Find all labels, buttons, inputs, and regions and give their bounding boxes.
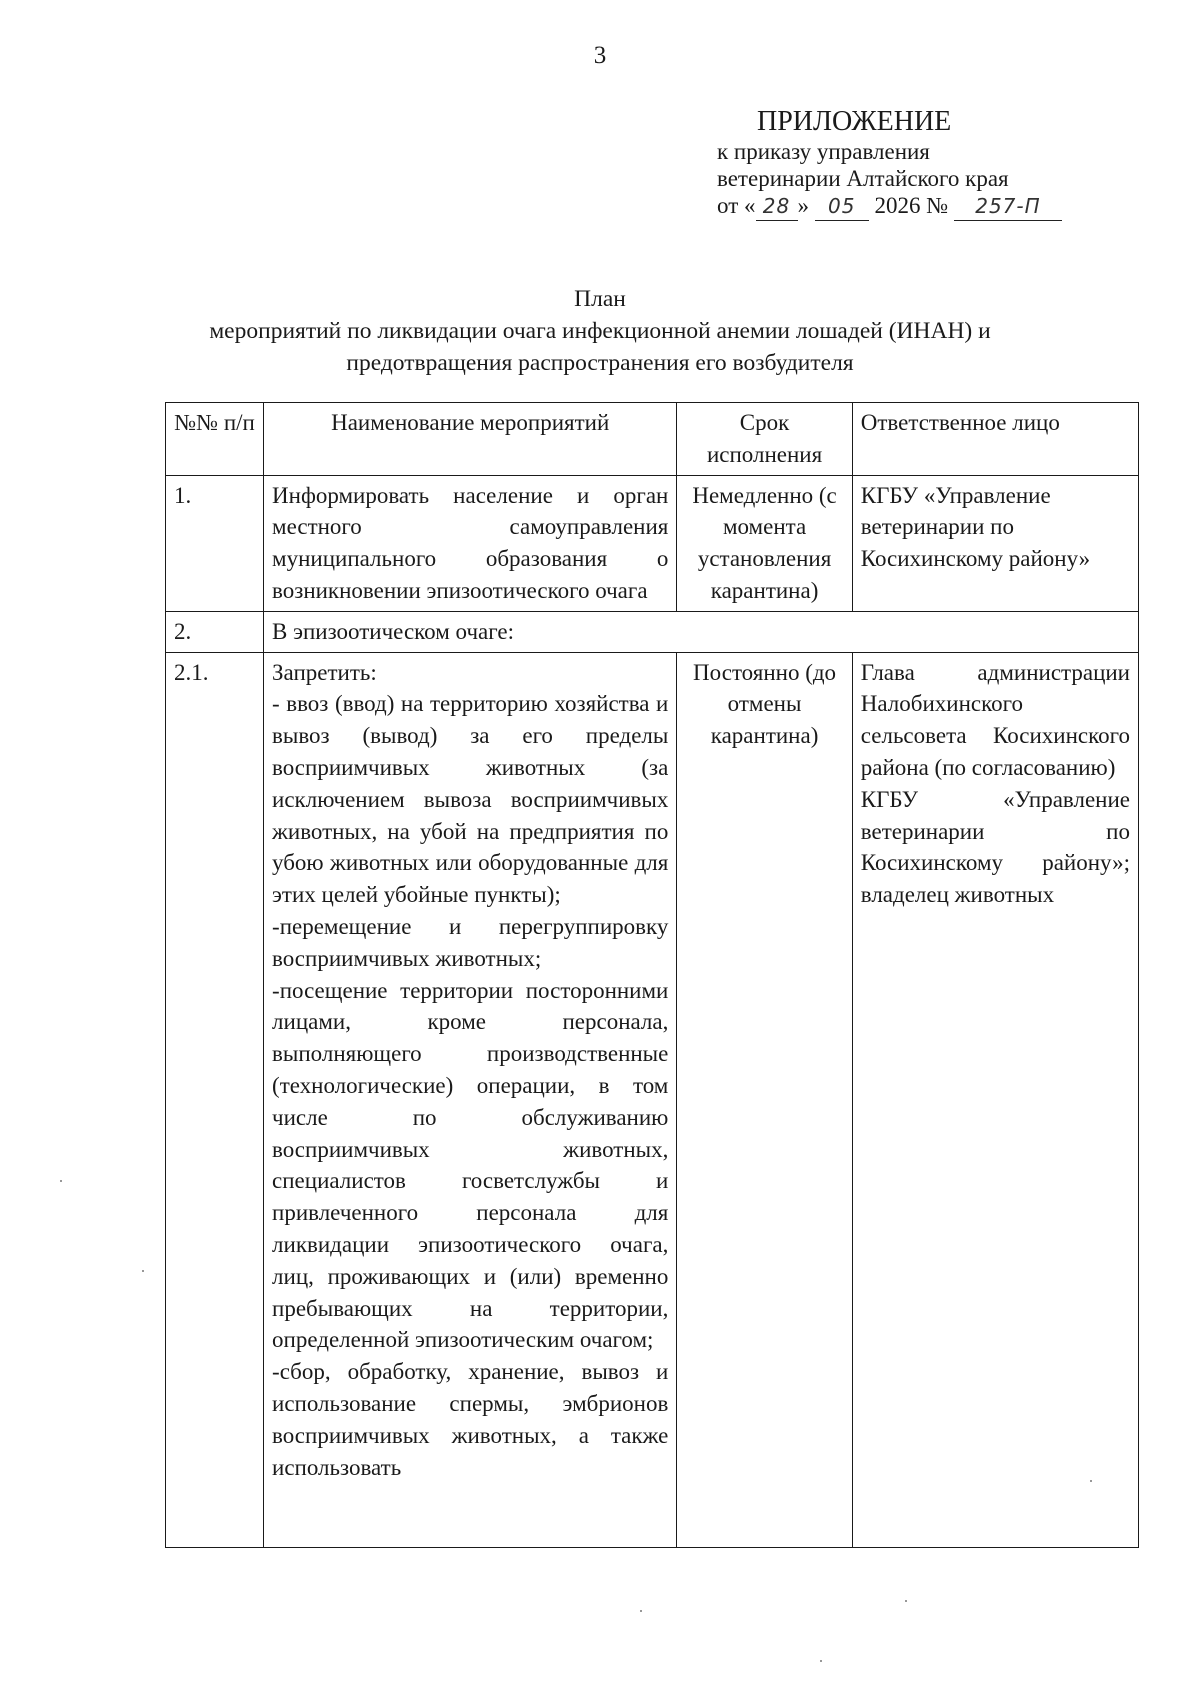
- prohibit-item: -перемещение и перегруппировку восприимчивых животных;: [272, 913, 669, 971]
- row-section-title: В эпизоотическом очаге:: [264, 611, 1139, 652]
- header-responsible: Ответственное лицо: [852, 403, 1138, 476]
- row-number: 1.: [166, 475, 264, 611]
- row-number: 2.1.: [166, 652, 264, 1547]
- row-name: [264, 652, 677, 1547]
- responsible-line-1: Глава администрации Налобихинского сельсовета Косихинского района (по согласованию): [860, 659, 1130, 780]
- row-name: Информировать население и орган местного самоуправления муниципального образования о возникновении эпизоотического очага: [264, 475, 677, 611]
- scan-speck: [820, 1660, 822, 1662]
- page-number: 3: [593, 42, 607, 69]
- date-mid: »: [797, 193, 809, 218]
- appendix-heading: ПРИЛОЖЕНИЕ: [757, 106, 952, 137]
- table-header-row: [166, 403, 1139, 476]
- title-line-2: мероприятий по ликвидации очага инфекционной анемии лошадей (ИНАН) и: [209, 318, 991, 344]
- header-term: Срок исполнения: [677, 403, 852, 476]
- scan-speck: [1090, 1480, 1092, 1482]
- prohibit-intro: Запретить:: [272, 659, 377, 685]
- scan-speck: [142, 1270, 144, 1272]
- handwritten-month: 05: [815, 193, 869, 221]
- header-number: №№ п/п: [166, 403, 264, 476]
- responsible-line-2: КГБУ «Управление ветеринарии по Косихинскому району»; владелец животных: [860, 786, 1130, 908]
- scan-speck: [905, 1600, 907, 1602]
- prohibit-item: -сбор, обработку, хранение, вывоз и использование спермы, эмбрионов восприимчивых животных, а также использовать: [272, 1359, 669, 1480]
- appendix-date-line: [717, 192, 1062, 221]
- title-line-1: План: [574, 286, 626, 312]
- row-term: Немедленно (с момента установления карантина): [677, 475, 852, 611]
- row-responsible: [852, 652, 1138, 1547]
- date-prefix: от «: [717, 193, 756, 218]
- table-row: [166, 652, 1139, 1547]
- appendix-block: [717, 106, 1062, 221]
- date-year: 2026 №: [874, 193, 949, 218]
- row-term: Постоянно (до отмены карантина): [677, 652, 852, 1547]
- table-row: [166, 475, 1139, 611]
- appendix-line-2: ветеринарии Алтайского края: [717, 166, 1009, 191]
- scan-speck: [60, 1180, 62, 1182]
- title-line-3: предотвращения распространения его возбудителя: [346, 350, 854, 376]
- row-responsible: КГБУ «Управление ветеринарии по Косихинскому району»: [852, 475, 1138, 611]
- row-number: 2.: [166, 611, 264, 652]
- prohibit-item: - ввоз (ввод) на территорию хозяйства и вывоз (вывод) за его пределы восприимчивых животных (за исключением вывоза восприимчивых животных, на убой на предприятия по убою животных или оборудованные для этих целей убойные пункты);: [272, 691, 669, 908]
- header-name: Наименование мероприятий: [264, 403, 677, 476]
- appendix-line-1: к приказу управления: [717, 139, 930, 164]
- plan-table: [165, 402, 1139, 1548]
- table-row: [166, 611, 1139, 652]
- document-title: [0, 283, 1200, 379]
- handwritten-number: 257-П: [954, 193, 1062, 221]
- handwritten-day: 28: [756, 193, 798, 221]
- prohibit-item: -посещение территории посторонними лицами, кроме персонала, выполняющего производственные (технологические) операции, в том числе по обслуживанию восприимчивых животных, специалистов госветслужбы и привлеченного персонала для ликвидации эпизоотического очага, лиц, проживающих и (или) временно пребывающих на территории, определенной эпизоотическим очагом;: [272, 977, 669, 1353]
- scan-speck: [640, 1610, 642, 1612]
